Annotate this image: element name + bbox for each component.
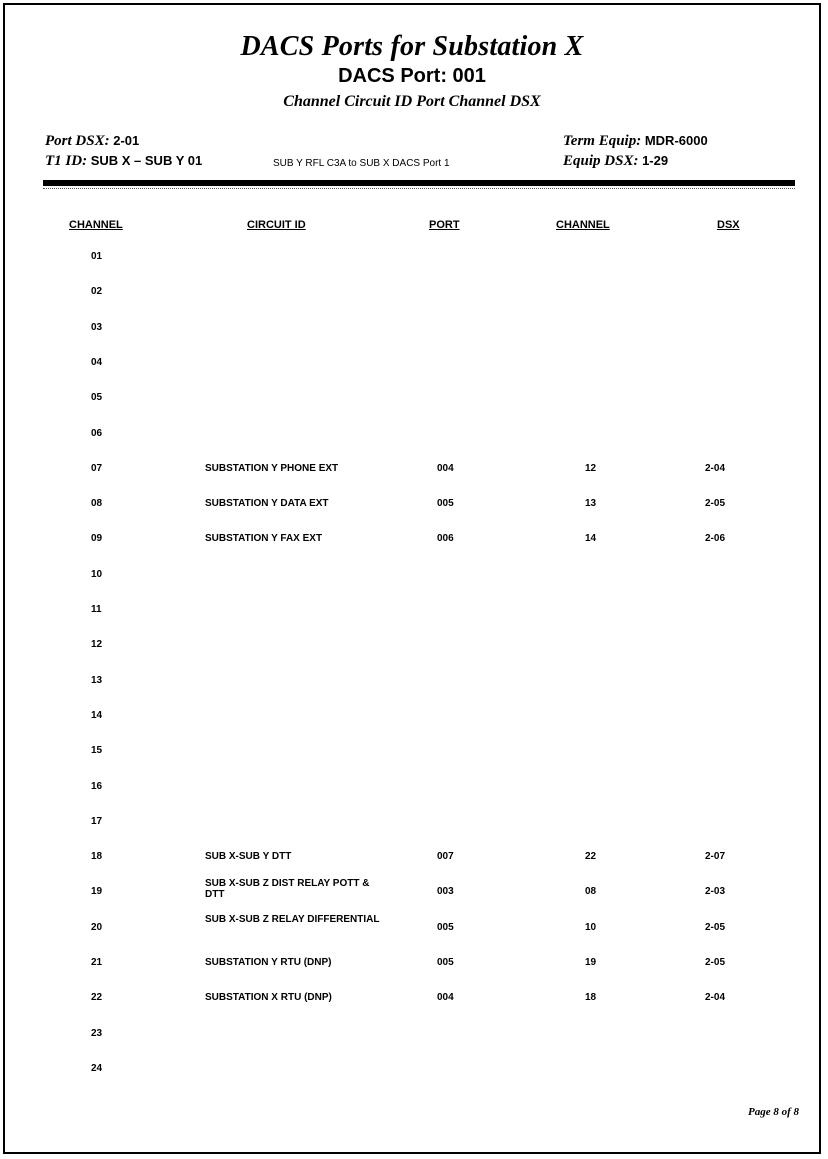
channel-cell: 24 [91,1062,103,1074]
port-cell: 007 [437,851,454,863]
dsx-cell: 2-05 [705,921,726,933]
channel-2-cell: 22 [585,851,597,863]
table-row [5,708,819,742]
channel-2-cell: 13 [585,498,597,510]
port-dsx-field [45,133,139,150]
t1-description: SUB Y RFL C3A to SUB X DACS Port 1 [273,158,450,169]
channel-cell: 05 [91,392,103,404]
col-header-circuit-id: CIRCUIT ID [247,219,306,231]
table-row [5,913,819,954]
term-equip-label: Term Equip: [563,133,642,149]
port-dsx-label: Port DSX: [45,133,110,149]
channel-cell: 15 [91,745,103,757]
header-divider [43,180,795,186]
term-equip-value: MDR-6000 [644,133,708,148]
channel-2-cell: 12 [585,462,597,474]
channel-cell: 20 [91,921,103,933]
table-row [5,637,819,671]
channel-cell: 08 [91,498,103,510]
table-row [5,849,819,883]
table-row [5,673,819,707]
table-row [5,814,819,848]
equip-dsx-label: Equip DSX: [563,153,639,169]
circuit-id-cell: SUB X-SUB Y DTT [205,851,292,863]
channel-cell: 12 [91,639,103,651]
table-row [5,743,819,777]
port-cell: 005 [437,957,454,968]
term-equip-field [563,133,708,150]
page-number: Page 8 of 8 [747,1106,799,1118]
circuit-id-cell: SUBSTATION Y RTU (DNP) [205,957,332,968]
channel-cell: 14 [91,709,103,721]
dsx-cell: 2-06 [705,533,726,545]
table-row [5,955,819,989]
channel-cell: 13 [91,674,103,686]
port-cell: 005 [437,498,454,510]
channel-cell: 21 [91,957,103,968]
channel-cell: 09 [91,533,103,545]
port-cell: 004 [437,462,454,474]
table-row [5,602,819,636]
channel-cell: 17 [91,815,103,827]
dsx-cell: 2-05 [705,957,726,968]
col-header-dsx: DSX [717,219,740,231]
port-cell: 006 [437,533,454,545]
port-cell: 003 [437,886,454,898]
table-row [5,320,819,354]
channel-cell: 03 [91,321,103,333]
column-summary-subtitle: Channel Circuit ID Port Channel DSX [283,93,541,110]
table-row [5,990,819,1024]
dacs-port-heading: DACS Port: 001 [338,65,486,87]
channel-cell: 11 [91,604,102,615]
channel-cell: 04 [91,356,103,368]
dsx-cell: 2-07 [705,851,726,863]
table-row [5,1061,819,1095]
channel-cell: 19 [91,886,103,898]
table-row [5,284,819,318]
circuit-id-cell: SUBSTATION Y PHONE EXT [205,462,339,474]
dsx-cell: 2-05 [705,498,726,510]
header-dotted-divider [43,188,795,189]
channel-2-cell: 18 [585,992,597,1004]
circuit-id-cell: SUB X-SUB Z DIST RELAY POTT & DTT [205,878,370,901]
table-row [5,390,819,424]
dsx-cell: 2-04 [705,992,726,1004]
circuit-id-cell: SUBSTATION Y FAX EXT [205,533,323,545]
dsx-cell: 2-04 [705,462,726,474]
equip-dsx-value: 1-29 [642,153,669,168]
col-header-port: PORT [429,219,460,231]
channel-cell: 01 [91,251,103,262]
circuit-id-cell: SUB X-SUB Z RELAY DIFFERENTIAL [205,913,380,925]
table-row [5,878,819,918]
circuit-id-cell: SUBSTATION Y DATA EXT [205,498,329,510]
table-row [5,779,819,813]
t1-id-label: T1 ID: [45,153,88,169]
channel-cell: 18 [91,851,103,863]
channel-2-cell: 19 [585,957,597,968]
table-row [5,531,819,565]
port-cell: 004 [437,992,454,1004]
t1-id-value: SUB X – SUB Y 01 [90,153,203,168]
channel-cell: 06 [91,427,103,439]
table-row [5,461,819,495]
table-row [5,426,819,460]
t1-id-field [45,153,202,170]
col-header-channel: CHANNEL [69,219,123,231]
col-header-channel-2: CHANNEL [556,219,610,231]
report-title: DACS Ports for Substation X [240,31,584,62]
port-dsx-value: 2-01 [113,133,140,148]
channel-cell: 02 [91,286,103,298]
channel-2-cell: 08 [585,886,597,898]
table-row [5,249,819,283]
channel-2-cell: 10 [585,921,597,933]
table-row [5,1026,819,1060]
dsx-cell: 2-03 [705,886,726,898]
table-row [5,496,819,530]
channel-cell: 22 [91,992,103,1004]
channel-cell: 16 [91,780,103,792]
equip-dsx-field [563,153,668,170]
channel-2-cell: 14 [585,533,597,545]
table-row [5,355,819,389]
channel-cell: 07 [91,462,103,474]
table-row [5,567,819,601]
channel-cell: 23 [91,1027,103,1039]
channel-cell: 10 [91,568,103,580]
report-page [3,3,821,1154]
circuit-id-cell: SUBSTATION X RTU (DNP) [205,992,332,1004]
port-cell: 005 [437,921,454,933]
